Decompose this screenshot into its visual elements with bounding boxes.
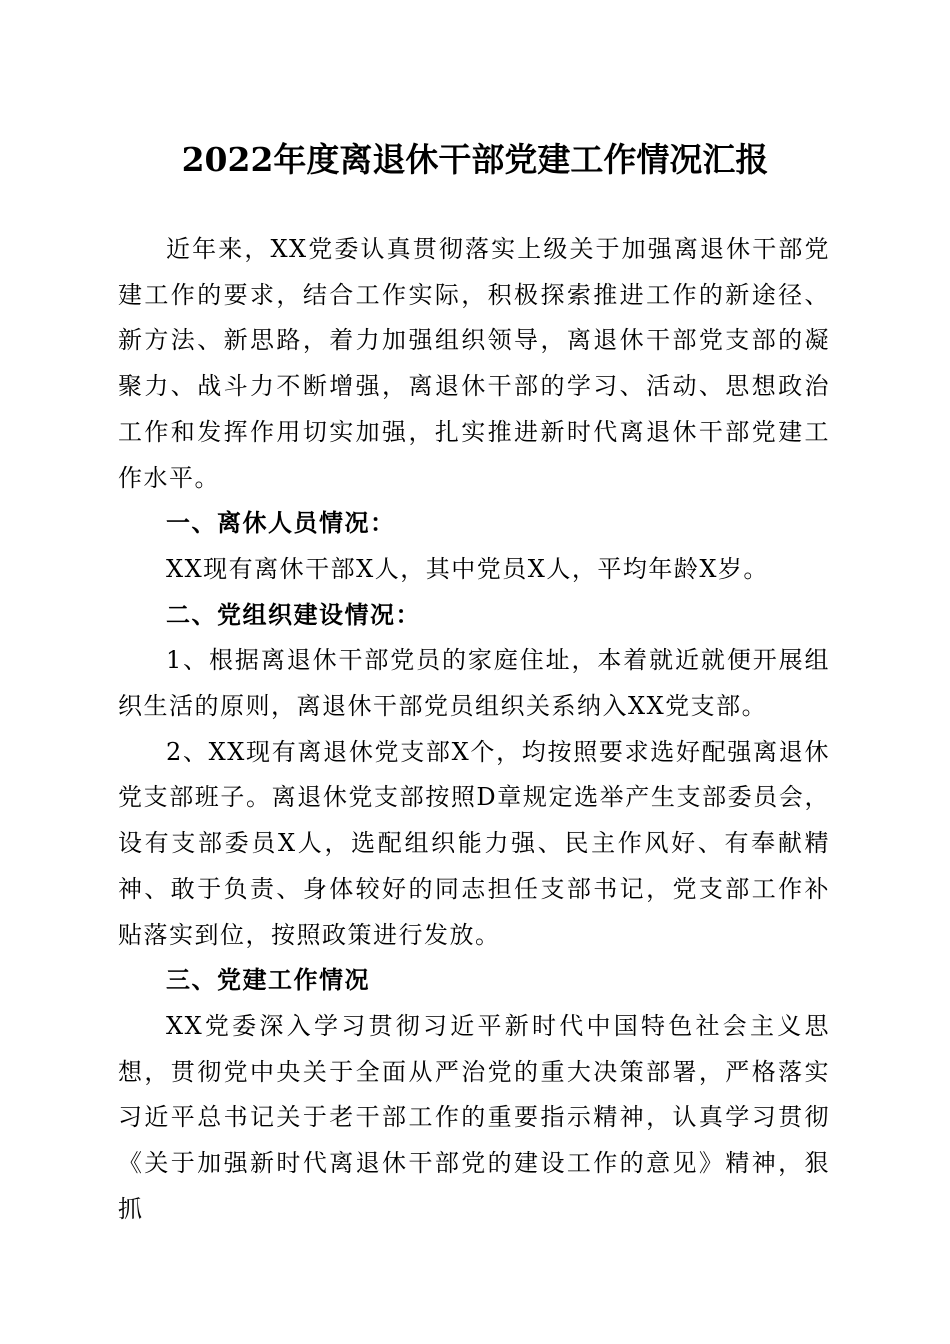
document-body bbox=[118, 227, 830, 1232]
paragraph-party-work: XX党委深入学习贯彻习近平新时代中国特色社会主义思想，贯彻党中央关于全面从严治党的重大决策部署，严格落实习近平总书记关于老干部工作的重要指示精神，认真学习贯彻《关于加强新时代离退休干部党的建设工作的意见》精神，狠抓 bbox=[118, 1011, 830, 1223]
paragraph-organization-2: 2、XX现有离退休党支部X个，均按照要求选好配强离退休党支部班子。离退休党支部按照D章规定选举产生支部委员会，设有支部委员X人，选配组织能力强、民主作风好、有奉献精神、敢于负责、身体较好的同志担任支部书记，党支部工作补贴落实到位，按照政策进行发放。 bbox=[118, 737, 830, 949]
paragraph-intro: 近年来，XX党委认真贯彻落实上级关于加强离退休干部党建工作的要求，结合工作实际，积极探索推进工作的新途径、新方法、新思路，着力加强组织领导，离退休干部党支部的凝聚力、战斗力不断增强，离退休干部的学习、活动、思想政治工作和发挥作用切实加强，扎实推进新时代离退休干部党建工作水平。 bbox=[118, 235, 830, 492]
section-heading-organization: 二、党组织建设情况： bbox=[166, 600, 421, 629]
paragraph-retirees: XX现有离休干部X人，其中党员X人，平均年龄X岁。 bbox=[166, 554, 769, 583]
section-heading-retirees: 一、离休人员情况： bbox=[166, 509, 396, 538]
document-title: 2022年度离退休干部党建工作情况汇报 bbox=[181, 140, 769, 179]
section-heading-party-work: 三、党建工作情况 bbox=[166, 966, 370, 995]
paragraph-organization-1: 1、根据离退休干部党员的家庭住址，本着就近就便开展组织生活的原则，离退休干部党员组织关系纳入XX党支部。 bbox=[118, 646, 830, 721]
